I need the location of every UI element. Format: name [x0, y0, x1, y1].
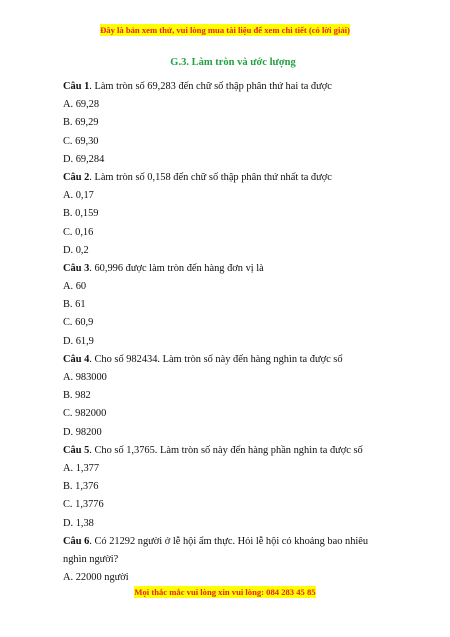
question-label: Câu 2: [63, 171, 90, 183]
preview-notice-banner: [0, 25, 450, 35]
option-4a: A. 983000: [63, 372, 107, 383]
option-4b: B. 982: [63, 390, 91, 402]
option-5a: A. 1,377: [63, 462, 100, 474]
option-1b: B. 69,29: [63, 117, 99, 129]
option-3d: D. 61,9: [63, 335, 94, 347]
question-label: Câu 3: [63, 262, 90, 274]
contact-notice-text: Mọi thắc mắc vui lòng xin vui lòng: 084 283 45 85: [134, 587, 316, 597]
option-2c: C. 0,16: [63, 226, 94, 238]
question-1: [63, 78, 393, 96]
question-6: [63, 533, 393, 551]
section-title: G.3. Làm tròn và ước lượng: [170, 57, 296, 68]
option-2b: B. 0,159: [63, 208, 99, 220]
option-2a: A. 0,17: [63, 190, 94, 202]
option-6a: A. 22000 người: [63, 572, 129, 584]
question-6-continued: nghìn người?: [63, 553, 119, 565]
option-1a: A. 69,28: [63, 99, 100, 111]
question-label: Câu 1: [63, 81, 90, 92]
option-1c: C. 69,30: [63, 135, 99, 147]
question-text: . Cho số 982434. Làm tròn số này đến hàng nghìn ta được số: [89, 353, 343, 365]
option-5c: C. 1,3776: [63, 499, 104, 511]
option-5b: B. 1,376: [63, 481, 99, 493]
question-3: [63, 260, 393, 278]
option-4c: C. 982000: [63, 408, 107, 420]
preview-notice-text: Đây là bản xem thử, vui lòng mua tài liệu để xem chi tiết (có lời giải): [100, 25, 350, 35]
option-3a: A. 60: [63, 281, 87, 293]
question-text: . Làm tròn số 0,158 đến chữ số thập phân thứ nhất ta được: [89, 171, 332, 183]
option-4d: D. 98200: [63, 426, 102, 438]
question-text: . Có 21292 người ở lễ hội ẩm thực. Hỏi lễ hội có khoảng bao nhiêu: [89, 535, 369, 547]
question-text: . Cho số 1,3765. Làm tròn số này đến hàng phần nghìn ta được số: [89, 444, 363, 456]
question-label: Câu 4: [63, 353, 90, 365]
question-text: . 60,996 được làm tròn đến hàng đơn vị là: [89, 262, 264, 274]
document-body: [63, 54, 393, 587]
option-1d: D. 69,284: [63, 153, 105, 165]
question-label: Câu 5: [63, 444, 90, 456]
question-4: [63, 351, 393, 369]
option-5d: D. 1,38: [63, 517, 94, 529]
contact-notice-banner: [0, 587, 450, 597]
option-3b: B. 61: [63, 299, 86, 311]
question-label: Câu 6: [63, 535, 90, 547]
question-5: [63, 442, 393, 460]
question-2: [63, 169, 393, 187]
option-3c: C. 60,9: [63, 317, 94, 329]
option-2d: D. 0,2: [63, 244, 89, 256]
question-text: . Làm tròn số 69,283 đến chữ số thập phân thứ hai ta được: [89, 81, 332, 92]
